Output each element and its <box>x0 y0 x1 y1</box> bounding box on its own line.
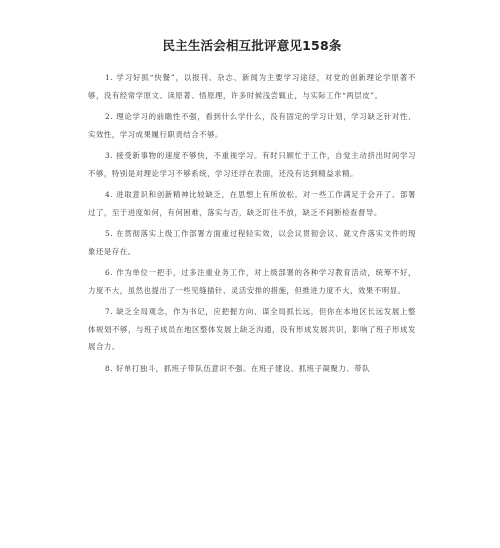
document-title: 民主生活会相互批评意见158条 <box>162 38 342 53</box>
paragraph-4: 4. 进取意识和创新精神比较缺乏，在思想上有所放松。对一些工作满足于会开了、部署过了，至于进度如何，有何困难，落实与否，缺乏盯住不放，缺乏不间断检查督导。 <box>88 190 416 217</box>
paragraph-5: 5. 在贯彻落实上级工作部署方面重过程轻实效，以会议贯彻会议、就文件落实文件的现象还是存在。 <box>88 229 416 256</box>
paragraph-8: 8. 好单打独斗，抓班子带队伍意识不强。在班子建设、抓班子凝聚力、带队 <box>105 363 371 373</box>
paragraph-7: 7. 缺乏全局观念，作为书记，应把握方向、谋全局抓长远，但你在本地区长远发展上整体规划不够，与班子成员在地区整体发展上缺乏沟通，没有形成发展共识，影响了班子形成发展合力。 <box>88 307 416 351</box>
paragraph-1: 1. 学习好抓“快餐”，以报刊、杂志、新闻为主要学习途径，对党的创新理论学原著不够，没有经常学原文、读原著、悟原理，许多时候浅尝辄止，与实际工作“两层皮”。 <box>88 73 416 100</box>
paragraph-2: 2. 理论学习的前瞻性不强，看到什么学什么，没有固定的学习计划，学习缺乏针对性、实效性，学习成果履行职责结合不够。 <box>88 112 416 139</box>
paragraph-6: 6. 作为单位一把手，过多注重业务工作，对上级部署的各种学习教育活动，统筹不好，力度不大，虽然也提出了一些见缝插针、灵活安排的措施，但推进力度不大，效果不明显。 <box>88 268 416 295</box>
paragraph-3: 3. 接受新事物的速度不够快，不重视学习。有时只顾忙于工作，自觉主动挤出时间学习不够，特别是对理论学习不够系统，学习还浮在表面，还没有达到精益求精。 <box>88 151 416 178</box>
